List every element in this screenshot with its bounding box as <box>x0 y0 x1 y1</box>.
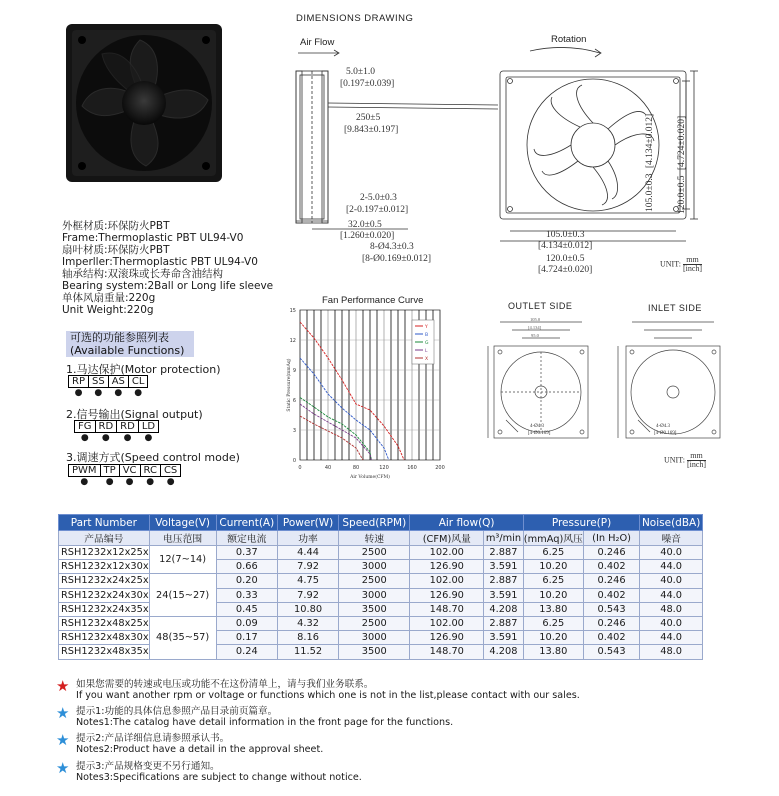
speed-item: VC <box>119 465 140 477</box>
cfm-cell: 102.00 <box>410 546 484 560</box>
sub-header: 噪音 <box>640 531 703 546</box>
y-tick-label: 0 <box>292 458 296 464</box>
inh2o-cell: 0.543 <box>583 645 639 659</box>
dot: ● <box>101 433 110 444</box>
dim-thickness: 32.0±0.5 <box>348 220 382 230</box>
motor-item: RP <box>69 376 89 388</box>
power-cell: 7.92 <box>278 560 339 574</box>
x-tick-label: 160 <box>407 465 417 471</box>
noise-cell: 44.0 <box>640 631 703 645</box>
speed-item: TP <box>100 465 119 477</box>
power-cell: 4.44 <box>278 546 339 560</box>
dim-frame-width-inch: [4.724±0.020] <box>538 265 593 275</box>
signal-item: RD <box>95 421 117 433</box>
dim-cable-strip: 5.0±1.0 <box>346 67 375 77</box>
inlet-hole-note: 4-Ø4.3 <box>656 424 671 429</box>
dim-thickness-inch: [1.260±0.020] <box>340 231 395 241</box>
cfm-cell: 126.90 <box>410 631 484 645</box>
dim-v-spacing: 105.0±0.3 <box>645 173 655 212</box>
x-tick-label: 0 <box>298 465 302 471</box>
power-cell: 4.32 <box>278 616 339 630</box>
sub-header: 转速 <box>339 531 410 546</box>
cfm-cell: 126.90 <box>410 560 484 574</box>
table-row <box>59 546 703 560</box>
dot: ● <box>146 477 155 488</box>
current-cell: 0.66 <box>216 560 277 574</box>
current-cell: 0.20 <box>216 574 277 588</box>
dim-mount-holes: 8-Ø4.3±0.3 <box>370 242 414 252</box>
power-cell: 11.52 <box>278 645 339 659</box>
performance-chart <box>280 305 460 485</box>
cfm-cell: 126.90 <box>410 588 484 602</box>
current-cell: 0.24 <box>216 645 277 659</box>
mmaq-cell: 6.25 <box>523 574 583 588</box>
series-line-l <box>300 404 371 460</box>
part-number-cell: RSH1232x48x25x <box>59 616 150 630</box>
part-number-cell: RSH1232x12x30x <box>59 560 150 574</box>
inh2o-cell: 0.402 <box>583 560 639 574</box>
header-pressure: Pressure(P) <box>523 515 639 531</box>
series-line-g <box>300 398 371 461</box>
note-contact-en: If you want another rpm or voltage or functions which one is not in the list,please contact with our sales. <box>76 690 580 701</box>
noise-cell: 44.0 <box>640 560 703 574</box>
outlet-hole-note: 4-Ø4.3 <box>530 424 545 429</box>
dim-v-spacing-inch: [4.134±0.012] <box>645 113 655 169</box>
mmaq-cell: 6.25 <box>523 546 583 560</box>
y-tick-label: 12 <box>289 338 296 344</box>
spec-impeller-cn: 扇叶材质:环保防火PBT <box>62 244 170 256</box>
x-tick-label: 120 <box>379 465 389 471</box>
note-2-en: Notes2:Product have a detail in the approval sheet. <box>76 744 324 755</box>
speed-cell: 3000 <box>339 631 410 645</box>
mmaq-cell: 10.20 <box>523 631 583 645</box>
spec-frame-cn: 外框材质:环保防火PBT <box>62 220 170 232</box>
inh2o-cell: 0.543 <box>583 602 639 616</box>
unit-inch: [inch] <box>682 264 703 273</box>
header-voltage: Voltage(V) <box>149 515 216 531</box>
dim-frame-width: 120.0±0.5 <box>546 254 585 264</box>
y-tick-label: 15 <box>289 308 296 314</box>
m3-cell: 2.887 <box>484 616 524 630</box>
cfm-cell: 102.00 <box>410 616 484 630</box>
header-noise: Noise(dBA) <box>640 515 703 531</box>
mmaq-cell: 6.25 <box>523 616 583 630</box>
speed-control-label: 3.调速方式(Speed control mode) <box>66 451 240 464</box>
header-power: Power(W) <box>278 515 339 531</box>
dot: ● <box>114 388 123 399</box>
x-tick-label: 80 <box>352 465 360 471</box>
noise-cell: 40.0 <box>640 574 703 588</box>
legend-entry: B <box>425 333 429 338</box>
note-contact-cn: 如果您需要的转速或电压或功能不在这份清单上，请与我们业务联系。 <box>76 679 374 690</box>
specification-table <box>58 514 703 660</box>
sub-header: (mmAq)风压 <box>523 531 583 546</box>
sub-header: m³/min <box>484 531 524 546</box>
star-icon: ★ <box>56 759 70 777</box>
note-3-cn: 提示3:产品规格变更不另行通知。 <box>76 761 220 772</box>
speed-cell: 3000 <box>339 560 410 574</box>
note-1-cn: 提示1:功能的具体信息参照产品目录前页篇章。 <box>76 706 278 717</box>
spec-weight-en: Unit Weight:220g <box>62 304 154 316</box>
dot: ● <box>144 433 153 444</box>
speed-cell: 3000 <box>339 588 410 602</box>
power-cell: 8.16 <box>278 631 339 645</box>
speed-cell: 3500 <box>339 602 410 616</box>
current-cell: 0.17 <box>216 631 277 645</box>
sub-header: (In H₂O) <box>583 531 639 546</box>
inh2o-cell: 0.402 <box>583 588 639 602</box>
unit-mm: mm <box>687 452 706 461</box>
cfm-cell: 148.70 <box>410 602 484 616</box>
outlet-side-view <box>486 316 604 448</box>
mmaq-cell: 13.80 <box>523 602 583 616</box>
unit-inch: [inch] <box>686 460 707 469</box>
dot: ● <box>123 433 132 444</box>
inh2o-cell: 0.246 <box>583 546 639 560</box>
header-part-number: Part Number <box>59 515 150 531</box>
legend-entry: X <box>425 357 429 362</box>
unit-mm: mm <box>683 256 702 265</box>
noise-cell: 48.0 <box>640 602 703 616</box>
m3-cell: 2.887 <box>484 574 524 588</box>
spec-bearing-cn: 轴承结构:双滚珠或长寿命含油结构 <box>62 268 224 280</box>
drawing-title: DIMENSIONS DRAWING <box>296 13 414 24</box>
m3-cell: 4.208 <box>484 602 524 616</box>
header-air-flow: Air flow(Q) <box>410 515 523 531</box>
dot: ● <box>166 477 175 488</box>
y-tick-label: 3 <box>292 428 296 434</box>
mmaq-cell: 13.80 <box>523 645 583 659</box>
noise-cell: 48.0 <box>640 645 703 659</box>
dim-vertical-group <box>645 114 655 212</box>
header-speed: Speed(RPM) <box>339 515 410 531</box>
fan-photo <box>62 18 230 188</box>
legend-entry: G <box>425 341 429 346</box>
header-current: Current(A) <box>216 515 277 531</box>
series-line-x <box>300 416 363 460</box>
noise-cell: 44.0 <box>640 588 703 602</box>
sub-header: 电压范围 <box>149 531 216 546</box>
motor-protection-label: 1.马达保护(Motor protection) <box>66 363 221 376</box>
y-axis-label: Static Pressure(mmAq) <box>287 358 292 412</box>
inlet-hole-note-inch: [4-Ø0.169] <box>654 431 677 436</box>
inlet-side-label: INLET SIDE <box>648 303 702 313</box>
noise-cell: 40.0 <box>640 546 703 560</box>
note-1-en: Notes1:The catalog have detail information in the front page for the functions. <box>76 717 454 728</box>
legend-entry: L <box>425 349 428 354</box>
signal-output-label: 2.信号输出(Signal output) <box>66 408 203 421</box>
sub-header: (CFM)风量 <box>410 531 484 546</box>
dot: ● <box>74 388 83 399</box>
dot: ● <box>80 433 89 444</box>
unit-legend-bottom: UNIT: mm [inch] <box>664 451 707 469</box>
power-cell: 4.75 <box>278 574 339 588</box>
sub-header: 功率 <box>278 531 339 546</box>
functions-title <box>66 331 194 357</box>
mmaq-cell: 10.20 <box>523 588 583 602</box>
dim-hole-small: 2-5.0±0.3 <box>360 193 397 203</box>
part-number-cell: RSH1232x24x30x <box>59 588 150 602</box>
inh2o-cell: 0.402 <box>583 631 639 645</box>
motor-protection-table <box>68 375 148 400</box>
dim-vertical-group-2 <box>677 116 687 214</box>
spec-frame-en: Frame:Thermoplastic PBT UL94-V0 <box>62 232 244 244</box>
part-number-cell: RSH1232x48x30x <box>59 631 150 645</box>
speed-item: RC <box>140 465 160 477</box>
outlet-hole-note-inch: [4-Ø0.169] <box>528 431 551 436</box>
speed-item: PWM <box>69 465 101 477</box>
dim-cable-length-inch: [9.843±0.197] <box>344 125 399 135</box>
dim-mount-holes-inch: [8-Ø0.169±0.012] <box>362 254 432 264</box>
air-flow-label: Air Flow <box>300 37 335 48</box>
spec-impeller-en: Imperller:Thermoplastic PBT UL94-V0 <box>62 256 258 268</box>
legend-entry: Y <box>425 325 428 330</box>
part-number-cell: RSH1232x24x35x <box>59 602 150 616</box>
unit-legend-top: UNIT: mm [inch] <box>660 255 703 273</box>
dim-hole-spacing-inch: [4.134±0.012] <box>538 241 593 251</box>
outlet-side-label: OUTLET SIDE <box>508 301 573 311</box>
voltage-cell: 12(7~14) <box>149 546 216 574</box>
speed-cell: 2500 <box>339 574 410 588</box>
speed-item: CS <box>160 465 180 477</box>
spec-weight-cn: 单体风扇重量:220g <box>62 292 156 304</box>
motor-item: AS <box>108 376 128 388</box>
dot: ● <box>80 477 89 488</box>
x-tick-label: 40 <box>324 465 332 471</box>
dot: ● <box>134 388 143 399</box>
inh2o-cell: 0.246 <box>583 574 639 588</box>
m3-cell: 3.591 <box>484 631 524 645</box>
note-2-cn: 提示2:产品详细信息请参照承认书。 <box>76 733 230 744</box>
speed-control-table <box>68 464 181 489</box>
series-line-y <box>300 322 404 460</box>
cfm-cell: 102.00 <box>410 574 484 588</box>
mmaq-cell: 10.20 <box>523 560 583 574</box>
functions-title-en: (Available Functions) <box>70 344 185 357</box>
dim-v-width-inch: [4.724±0.020] <box>677 115 687 171</box>
dim-hole-spacing: 105.0±0.3 <box>546 230 585 240</box>
dot: ● <box>94 388 103 399</box>
motor-item: CL <box>128 376 148 388</box>
series-line-b <box>300 358 389 460</box>
voltage-cell: 48(35~57) <box>149 616 216 659</box>
motor-item: SS <box>88 376 108 388</box>
cfm-cell: 148.70 <box>410 645 484 659</box>
dot: ● <box>125 477 134 488</box>
inlet-side-view <box>614 316 732 448</box>
functions-title-cn: 可选的功能参照列表 <box>70 331 169 344</box>
m3-cell: 4.208 <box>484 645 524 659</box>
signal-output-table <box>74 420 159 445</box>
m3-cell: 2.887 <box>484 546 524 560</box>
svg-text:95.0: 95.0 <box>531 333 539 338</box>
x-axis-label: Air Volume(CFM) <box>350 475 390 480</box>
inh2o-cell: 0.246 <box>583 616 639 630</box>
power-cell: 7.92 <box>278 588 339 602</box>
y-tick-label: 6 <box>292 398 296 404</box>
power-cell: 10.80 <box>278 602 339 616</box>
sub-header: 产品编号 <box>59 531 150 546</box>
dim-cable-strip-inch: [0.197±0.039] <box>340 79 395 89</box>
svg-text:[4.134]: [4.134] <box>528 325 542 330</box>
signal-item: LD <box>138 421 158 433</box>
star-icon: ★ <box>56 704 70 722</box>
star-icon: ★ <box>56 677 70 695</box>
speed-cell: 2500 <box>339 616 410 630</box>
table-row <box>59 574 703 588</box>
signal-item: FG <box>75 421 96 433</box>
spec-bearing-en: Bearing system:2Ball or Long life sleeve <box>62 280 274 292</box>
dim-cable-length: 250±5 <box>356 113 381 123</box>
dim-v-width: 120.0±0.5 <box>677 175 687 214</box>
m3-cell: 3.591 <box>484 588 524 602</box>
chart-title: Fan Performance Curve <box>322 295 424 306</box>
y-tick-label: 9 <box>292 368 296 374</box>
x-tick-label: 200 <box>435 465 445 471</box>
dim-hole-small-inch: [2-0.197±0.012] <box>346 205 409 215</box>
current-cell: 0.37 <box>216 546 277 560</box>
part-number-cell: RSH1232x24x25x <box>59 574 150 588</box>
speed-cell: 3500 <box>339 645 410 659</box>
part-number-cell: RSH1232x12x25x <box>59 546 150 560</box>
current-cell: 0.09 <box>216 616 277 630</box>
note-3-en: Notes3:Specifications are subject to change without notice. <box>76 772 362 783</box>
sub-header: 额定电流 <box>216 531 277 546</box>
svg-text:105.0: 105.0 <box>530 317 541 322</box>
star-icon: ★ <box>56 731 70 749</box>
m3-cell: 3.591 <box>484 560 524 574</box>
dot: ● <box>105 477 114 488</box>
part-number-cell: RSH1232x48x35x <box>59 645 150 659</box>
noise-cell: 40.0 <box>640 616 703 630</box>
table-row <box>59 616 703 630</box>
rotation-label: Rotation <box>551 34 587 45</box>
current-cell: 0.33 <box>216 588 277 602</box>
current-cell: 0.45 <box>216 602 277 616</box>
signal-item: $\overline{RD}$ <box>117 421 139 433</box>
voltage-cell: 24(15~27) <box>149 574 216 617</box>
speed-cell: 2500 <box>339 546 410 560</box>
